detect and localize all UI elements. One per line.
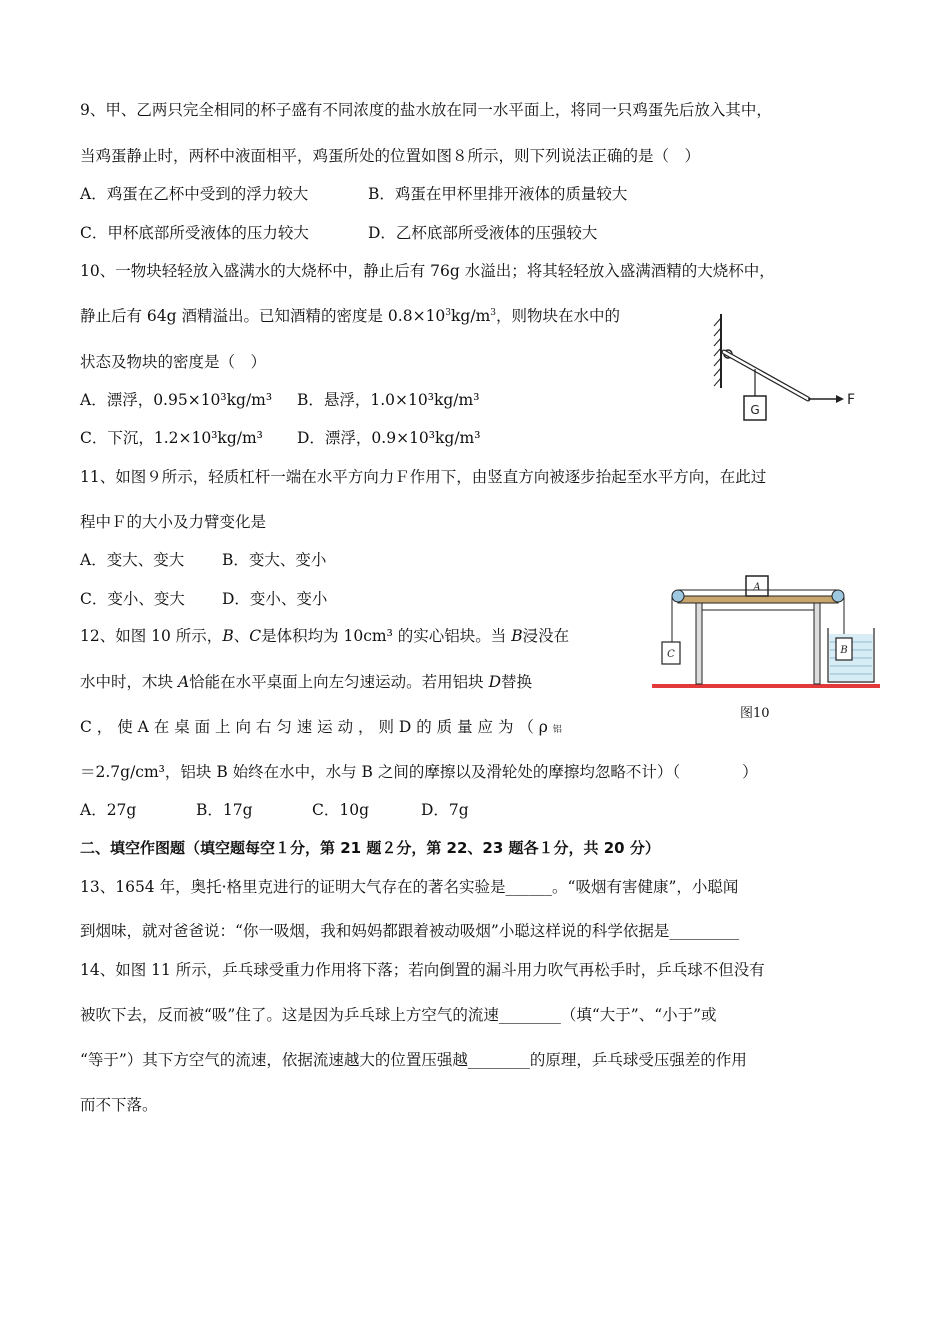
q9-option-b: B．鸡蛋在甲杯里排开液体的质量较大: [368, 185, 628, 203]
q12-option-c: C．10g: [312, 801, 370, 819]
q12-option-d: D．7g: [421, 801, 469, 819]
q9-line1: 9、甲、乙两只完全相同的杯子盛有不同浓度的盐水放在同一水平面上，将同一只鸡蛋先后放入其中，: [80, 101, 772, 119]
section-2-title: 二、填空作图题（填空题每空１分，第 21 题２分，第 22、23 题各１分，共 20 分）: [80, 839, 660, 857]
q11-option-b: B．变大、变小: [222, 551, 327, 569]
q9-option-d: D．乙杯底部所受液体的压强较大: [368, 224, 598, 242]
q9-option-a: A．鸡蛋在乙杯中受到的浮力较大: [80, 185, 309, 203]
q9-option-c: C．甲杯底部所受液体的压力较大: [80, 224, 309, 242]
lever-figure: [700, 306, 870, 436]
force-f-label: F: [847, 392, 856, 408]
weight-g-label: G: [750, 403, 760, 417]
q13-line2: 到烟味，就对爸爸说：“你一吸烟，我和妈妈都跟着被动吸烟”小聪这样说的科学依据是_________: [80, 922, 740, 940]
q14-line3: “等于”）其下方空气的流速，依据流速越大的位置压强越________的原理，乒乓球受压强差的作用: [80, 1051, 747, 1069]
q11-line2: 程中Ｆ的大小及力臂变化是: [80, 513, 267, 531]
q10-option-b: B．悬浮，1.0×10³kg/m³: [297, 391, 480, 409]
block-c-label: C: [667, 649, 675, 660]
q10-line1: 10、一物块轻轻放入盛满水的大烧杯中，静止后有 76g 水溢出；将其轻轻放入盛满酒精的大烧杯中，: [80, 262, 775, 280]
pulley-table-figure: [652, 572, 880, 690]
figure-10-caption: 图10: [740, 706, 770, 721]
q10-option-c: C．下沉，1.2×10³kg/m³: [80, 429, 263, 447]
q10-line3: 状态及物块的密度是（ ）: [80, 353, 267, 371]
q12-option-b: B．17g: [196, 801, 253, 819]
q14-line4: 而不下落。: [80, 1096, 158, 1114]
q13-line1: 13、1654 年，奥托·格里克进行的证明大气存在的著名实验是______。“吸烟有害健康”，小聪闻: [80, 878, 739, 896]
q12-line2: 水中时，木块 A恰能在水平桌面上向左匀速运动。若用铝块 D替换: [80, 673, 533, 691]
q10-option-a: A．漂浮，0.95×10³kg/m³: [80, 391, 273, 409]
q12-line3: C ， 使 A 在 桌 面 上 向 右 匀 速 运 动 ， 则 D 的 质 量 应 为 （ ρ 铝: [80, 718, 562, 736]
q12-option-a: A．27g: [80, 801, 137, 819]
block-a-label: A: [753, 582, 761, 593]
q10-line2: 静止后有 64g 酒精溢出。已知酒精的密度是 $0.8\times 10^3kg/m^3$，则物块在水中的: [80, 307, 621, 325]
block-b-label: B: [840, 645, 848, 656]
q11-option-c: C．变小、变大: [80, 590, 185, 608]
q12-line1: 12、如图 10 所示，B、C是体积均为 10cm³ 的实心铝块。当 B浸没在: [80, 627, 570, 645]
q11-option-a: A．变大、变大: [80, 551, 185, 569]
q12-line4: ＝2.7g/cm³，铝块 B 始终在水中，水与 B 之间的摩擦以及滑轮处的摩擦均忽略不计）（ ）: [80, 763, 758, 781]
q14-line2: 被吹下去，反而被“吸”住了。这是因为乒乓球上方空气的流速________（填“大于”、“小于”或: [80, 1006, 717, 1024]
q10-option-d: D．漂浮，0.9×10³kg/m³: [297, 429, 481, 447]
q11-line1: 11、如图９所示，轻质杠杆一端在水平方向力Ｆ作用下，由竖直方向被逐步抬起至水平方向，在此过: [80, 468, 767, 486]
q11-option-d: D．变小、变小: [222, 590, 328, 608]
q9-line2: 当鸡蛋静止时，两杯中液面相平，鸡蛋所处的位置如图８所示，则下列说法正确的是（ ）: [80, 147, 701, 165]
q14-line1: 14、如图 11 所示，乒乓球受重力作用将下落；若向倒置的漏斗用力吹气再松手时，乒乓球不但没有: [80, 961, 765, 979]
